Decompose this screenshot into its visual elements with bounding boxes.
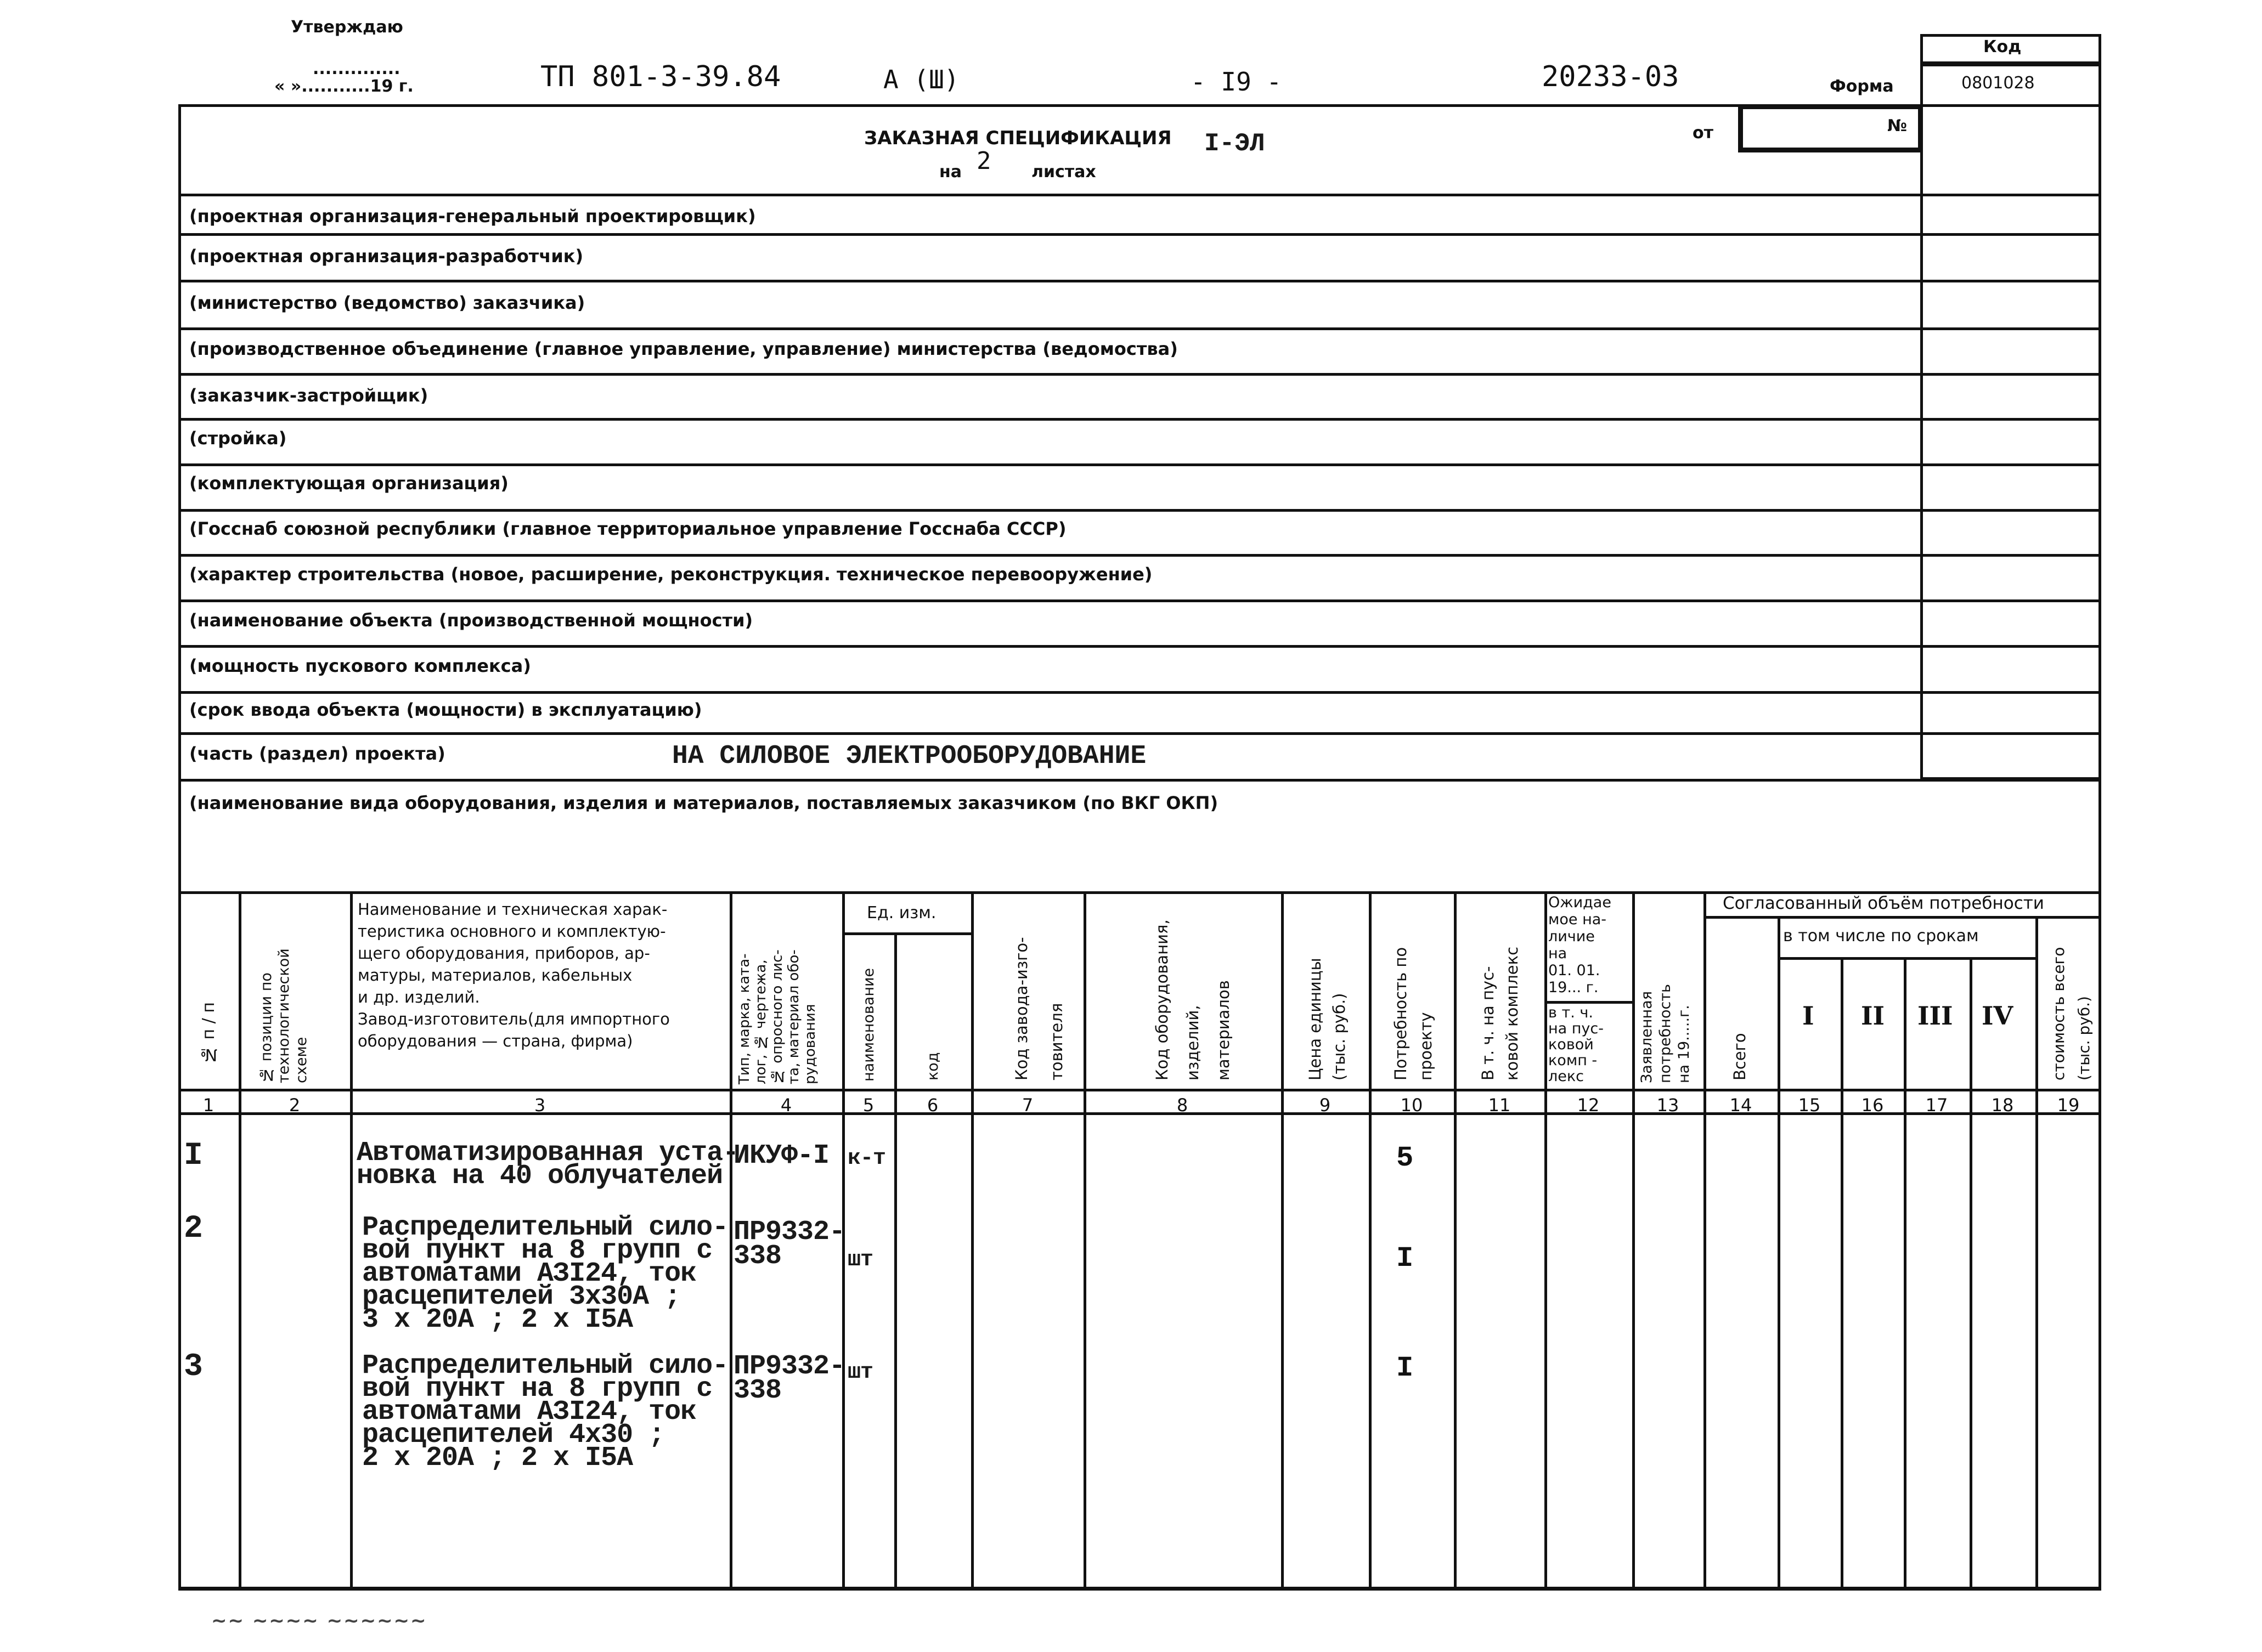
colnum-17: 17 bbox=[1925, 1095, 1948, 1116]
colnum-4: 4 bbox=[780, 1095, 792, 1116]
col-line bbox=[2035, 916, 2038, 1588]
sheets-suffix: листах bbox=[1031, 162, 1096, 182]
row-name: Распределительный сило- вой пункт на 8 групп с автоматами АЗI24, ток расцепителей 3х30А ; 3 х 20А ; 2 х I5А bbox=[362, 1212, 729, 1336]
row-production-association: (производственное объединение (главное управление, управление) министерства (ведомоства) bbox=[189, 338, 1178, 359]
hdr-c16: II bbox=[1861, 1001, 1885, 1031]
row-gossnab: (Госснаб союзной республики (главное территориальное управление Госснаба СССР) bbox=[189, 518, 1067, 539]
colnum-1: 1 bbox=[202, 1095, 215, 1116]
hdr-c8: Код оборудования, изделий, материалов bbox=[1153, 919, 1233, 1080]
row-general-designer: (проектная организация-генеральный проектировщик) bbox=[189, 206, 756, 227]
colnum-12: 12 bbox=[1577, 1095, 1600, 1116]
row-number: 3 bbox=[184, 1349, 202, 1385]
units-sub-rule bbox=[842, 932, 971, 935]
rule bbox=[178, 463, 2101, 466]
hdr-c4: Тип, марка, ката- лог, № чертежа, № опросного лис- та, материал обо- рудования bbox=[736, 949, 819, 1084]
inventory-number: 20233-03 bbox=[1542, 60, 1679, 93]
row-unit: к-т bbox=[848, 1146, 886, 1171]
col-line bbox=[1632, 891, 1635, 1588]
hdr-c7: Код завода-изго- товителя bbox=[1012, 937, 1066, 1080]
row-customer: (заказчик-застройщик) bbox=[189, 385, 428, 406]
rule bbox=[178, 233, 2101, 236]
row-supplier-org: (комплектующая организация) bbox=[189, 473, 509, 494]
term-sub-rule bbox=[1778, 957, 2035, 960]
rule bbox=[178, 373, 2101, 376]
page-number: - I9 - bbox=[1191, 67, 1282, 97]
hdr-term: в том числе по срокам bbox=[1783, 926, 1979, 946]
hdr-c12a: Ожидае мое на- личие на 01. 01. 19... г. bbox=[1548, 894, 1611, 996]
kod-label: Код bbox=[1983, 37, 2022, 56]
table-header-bottom bbox=[178, 1089, 2101, 1091]
col-line bbox=[1369, 891, 1372, 1588]
rule bbox=[178, 194, 2101, 196]
hdr-c17: III bbox=[1917, 1001, 1953, 1031]
col-line bbox=[1084, 891, 1086, 1588]
col-line bbox=[1703, 891, 1706, 1588]
col-line bbox=[1970, 957, 1972, 1588]
row-qty: 5 bbox=[1396, 1142, 1414, 1174]
colnum-5: 5 bbox=[862, 1095, 875, 1116]
hdr-units: Ед. изм. bbox=[867, 903, 937, 923]
hdr-c6: код bbox=[924, 1052, 941, 1080]
col-line bbox=[894, 932, 897, 1588]
col-line bbox=[239, 891, 241, 1588]
sheets-count: 2 bbox=[977, 147, 991, 175]
rule bbox=[178, 280, 2101, 282]
hdr-c10: Потребность по проекту bbox=[1391, 947, 1435, 1080]
hdr-c5: наименование bbox=[860, 968, 877, 1082]
hdr-c13: Заявленная потребность на 19.....г. bbox=[1638, 984, 1693, 1083]
album: А (Ш) bbox=[883, 65, 960, 94]
rule bbox=[178, 554, 2101, 557]
forma-label: Форма bbox=[1830, 77, 1894, 96]
approval-dots: .............. bbox=[313, 59, 400, 78]
col-line bbox=[971, 891, 974, 1588]
spec-code: I-ЭЛ bbox=[1204, 129, 1265, 158]
colnum-7: 7 bbox=[1022, 1095, 1034, 1116]
hdr-c3: Наименование и техническая харак- теристика основного и комплектую- щего оборудования, приборов, ар- матуры, материалов, кабельных и др. изделий. Завод-изготовитель(для импортного оборудования — страна, фирма) bbox=[358, 900, 670, 1050]
hdr-c1: № п / п bbox=[199, 1002, 218, 1064]
hdr-c15: I bbox=[1802, 1001, 1814, 1031]
colnum-14: 14 bbox=[1729, 1095, 1752, 1116]
section-value: НА СИЛОВОЕ ЭЛЕКТРООБОРУДОВАНИЕ bbox=[672, 742, 1147, 771]
col-line bbox=[1841, 957, 1843, 1588]
col-line bbox=[730, 891, 732, 1588]
row-commissioning-date: (срок ввода объекта (мощности) в эксплуатацию) bbox=[189, 699, 702, 720]
code-box-line bbox=[1920, 61, 2101, 66]
approval-label: Утверждаю bbox=[291, 18, 403, 37]
doc-code: ТП 801-3-39.84 bbox=[540, 60, 781, 93]
row-unit: шт bbox=[848, 1248, 873, 1272]
rule bbox=[178, 599, 2101, 602]
hdr-c18: IV bbox=[1982, 1001, 2013, 1031]
col-line bbox=[1778, 916, 1780, 1588]
row-capacity: (мощность пускового комплекса) bbox=[189, 655, 531, 676]
col-line bbox=[350, 891, 353, 1588]
sheets-prefix: на bbox=[939, 162, 962, 182]
colnum-6: 6 bbox=[927, 1095, 939, 1116]
hdr-c14: Всего bbox=[1730, 1033, 1749, 1080]
colnum-15: 15 bbox=[1798, 1095, 1821, 1116]
rule bbox=[178, 645, 2101, 648]
row-ministry: (министерство (ведомство) заказчика) bbox=[189, 292, 585, 313]
col-line bbox=[1544, 891, 1547, 1588]
c12-sub-rule bbox=[1544, 1001, 1632, 1004]
row-equipment-type: (наименование вида оборудования, изделия и материалов, поставляемых заказчиком (по ВКГ ОКП) bbox=[189, 793, 1219, 813]
colnum-2: 2 bbox=[289, 1095, 301, 1116]
rule bbox=[178, 327, 2101, 330]
rule bbox=[178, 509, 2101, 512]
row-qty: I bbox=[1396, 1242, 1414, 1275]
hdr-c19: стоимость всего (тыс. руб.) bbox=[2050, 947, 2093, 1080]
hdr-agreed: Согласованный объём потребности bbox=[1723, 893, 2044, 913]
colnum-10: 10 bbox=[1400, 1095, 1423, 1116]
row-construction-type: (характер строительства (новое, расширение, реконструкция. техническое перевооружение) bbox=[189, 564, 1153, 585]
row-object-name: (наименование объекта (производственной мощности) bbox=[189, 610, 753, 631]
row-project-section: (часть (раздел) проекта) bbox=[189, 743, 445, 764]
hdr-c9: Цена единицы (тыс. руб.) bbox=[1306, 958, 1349, 1080]
hdr-c11: В т. ч. на пус- ковой комплекс bbox=[1479, 946, 1521, 1080]
hdr-c12b: в т. ч. на пус- ковой комп - лекс bbox=[1548, 1004, 1604, 1085]
row-type: ПР9332- 338 bbox=[734, 1351, 845, 1406]
colnum-11: 11 bbox=[1488, 1095, 1511, 1116]
row-construction-site: (стройка) bbox=[189, 428, 287, 449]
row-name: Автоматизированная уста- новка на 40 облучателей bbox=[357, 1138, 739, 1192]
colnum-9: 9 bbox=[1319, 1095, 1331, 1116]
col-line bbox=[1281, 891, 1284, 1588]
rule bbox=[178, 691, 2101, 694]
from-label: от bbox=[1693, 123, 1713, 143]
rule bbox=[178, 779, 2101, 782]
col-line bbox=[1454, 891, 1457, 1588]
number-label: № bbox=[1887, 116, 1908, 135]
row-type: ИКУФ-I bbox=[734, 1140, 830, 1172]
row-developer: (проектная организация-разработчик) bbox=[189, 246, 584, 267]
row-qty: I bbox=[1396, 1352, 1414, 1384]
agreed-sub-rule bbox=[1703, 916, 2101, 919]
row-number: I bbox=[184, 1138, 202, 1174]
row-type: ПР9332- 338 bbox=[734, 1217, 845, 1272]
colnum-16: 16 bbox=[1861, 1095, 1884, 1116]
footer-stamp: ~~ ~~~~ ~~~~~~ bbox=[211, 1610, 427, 1632]
hdr-c2: № позиции по технологической схеме bbox=[258, 948, 310, 1083]
col-line bbox=[1904, 957, 1906, 1588]
rule bbox=[178, 418, 2101, 421]
colnum-18: 18 bbox=[1991, 1095, 2014, 1116]
colnum-19: 19 bbox=[2057, 1095, 2080, 1116]
colnum-3: 3 bbox=[534, 1095, 546, 1116]
rule bbox=[178, 732, 2101, 735]
colnum-13: 13 bbox=[1656, 1095, 1679, 1116]
approval-date: « »...........19 г. bbox=[274, 77, 414, 96]
title: ЗАКАЗНАЯ СПЕЦИФИКАЦИЯ bbox=[864, 127, 1172, 149]
row-number: 2 bbox=[184, 1211, 202, 1247]
kod-value: 0801028 bbox=[1961, 73, 2035, 93]
row-name: Распределительный сило- вой пункт на 8 групп с автоматами АЗI24, ток расцепителей 4х30 ; 2 х 20А ; 2 х I5А bbox=[362, 1350, 729, 1474]
table-bottom-rule bbox=[178, 1588, 2101, 1591]
row-unit: шт bbox=[848, 1360, 873, 1385]
colnum-8: 8 bbox=[1176, 1095, 1188, 1116]
